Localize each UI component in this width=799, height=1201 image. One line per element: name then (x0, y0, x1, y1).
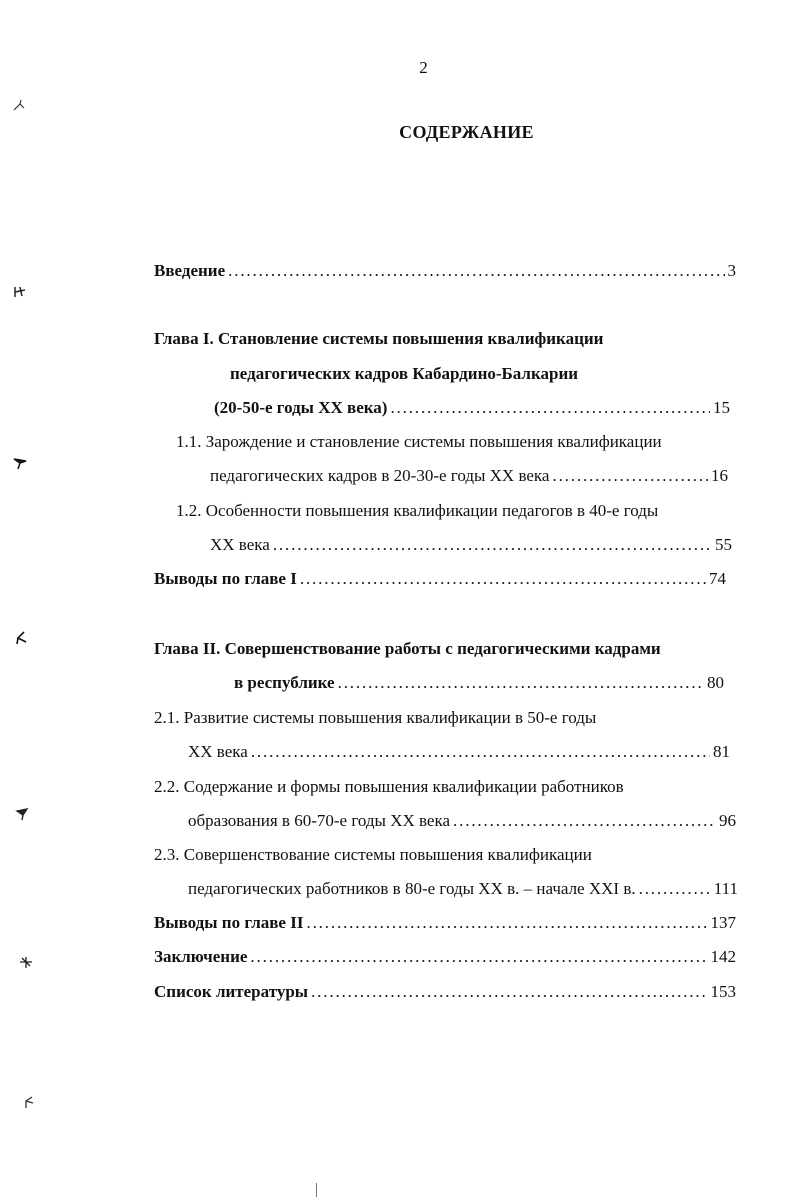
toc-entry-label: педагогических кадров в 20-30-е годы XX века (210, 466, 550, 485)
dot-leader (311, 980, 707, 1004)
toc-section-1-1-line-1: 1.1. Зарождение и становление системы повышения квалификации (176, 432, 662, 451)
dot-leader (306, 911, 707, 935)
toc-entry-page: 80 (707, 673, 724, 692)
toc-entry-label: Список литературы (154, 982, 309, 1001)
toc-entry-label: Выводы по главе II (154, 913, 304, 932)
toc-section-2-1-line-2 (188, 740, 730, 764)
dot-leader (273, 533, 712, 557)
dot-leader (250, 945, 707, 969)
scan-mark-icon (12, 455, 28, 471)
toc-chapter-2-line-2 (234, 671, 724, 695)
toc-entry-label: Выводы по главе I (154, 569, 297, 588)
toc-entry-label: образования в 60-70-е годы XX века (188, 811, 451, 830)
toc-chapter-1-line-1: Глава I. Становление системы повышения квалификации (154, 329, 604, 348)
toc-entry-label: Введение (154, 261, 226, 280)
scan-mark-icon (12, 98, 28, 114)
scan-mark-icon (20, 1094, 36, 1110)
toc-entry-page: 142 (710, 947, 736, 966)
scan-artifact (316, 1183, 317, 1197)
toc-entry-references (154, 980, 736, 1004)
dot-leader (300, 567, 706, 591)
toc-entry-page: 3 (727, 261, 736, 280)
toc-entry-label: XX века (188, 742, 248, 761)
toc-section-2-1-line-1: 2.1. Развитие системы повышения квалификации в 50-е годы (154, 708, 597, 727)
dot-leader (552, 464, 708, 488)
toc-entry-conclusions-2 (154, 911, 736, 935)
toc-entry-page: 55 (715, 535, 732, 554)
toc-entry-label: в республике (234, 673, 335, 692)
toc-section-2-3-line-2 (188, 877, 738, 901)
toc-section-1-2-line-1: 1.2. Особенности повышения квалификации педагогов в 40-е годы (176, 501, 659, 520)
scan-mark-icon (14, 806, 30, 822)
dot-leader (453, 809, 716, 833)
toc-entry-conclusions-1 (154, 567, 726, 591)
toc-entry-page: 137 (710, 913, 736, 932)
dot-leader (639, 877, 711, 901)
toc-entry-page: 81 (713, 742, 730, 761)
scan-mark-icon (18, 954, 34, 970)
dot-leader (228, 259, 724, 283)
toc-entry-page: 111 (713, 879, 738, 898)
dot-leader (390, 396, 710, 420)
toc-entry-introduction (154, 259, 736, 283)
toc-entry-conclusion (154, 945, 736, 969)
toc-section-2-2-line-2 (188, 809, 736, 833)
toc-entry-page: 96 (719, 811, 736, 830)
toc-entry-label: педагогических работников в 80-е годы XX в. – начале XXI в. (188, 879, 636, 898)
toc-section-1-1-line-2 (210, 464, 728, 488)
dot-leader (338, 671, 704, 695)
toc-chapter-1-line-3 (214, 396, 730, 420)
toc-entry-page: 74 (709, 569, 726, 588)
scan-mark-icon (12, 284, 28, 300)
toc-chapter-2-line-1: Глава II. Совершенствование работы с педагогическими кадрами (154, 639, 661, 658)
toc-entry-label: (20-50-е годы XX века) (214, 398, 388, 417)
dot-leader (251, 740, 710, 764)
toc-entry-label: XX века (210, 535, 270, 554)
toc-entry-page: 153 (710, 982, 736, 1001)
scan-mark-icon (14, 630, 30, 646)
toc-section-1-2-line-2 (210, 533, 732, 557)
page-title: СОДЕРЖАНИЕ (399, 122, 534, 142)
toc-entry-label: Заключение (154, 947, 248, 966)
toc-entry-page: 15 (713, 398, 730, 417)
toc-chapter-1-line-2: педагогических кадров Кабардино-Балкарии (230, 364, 579, 383)
toc-section-2-2-line-1: 2.2. Содержание и формы повышения квалификации работников (154, 777, 624, 796)
toc-entry-page: 16 (711, 466, 728, 485)
toc-section-2-3-line-1: 2.3. Совершенствование системы повышения квалификации (154, 845, 592, 864)
page-number: 2 (419, 58, 428, 77)
